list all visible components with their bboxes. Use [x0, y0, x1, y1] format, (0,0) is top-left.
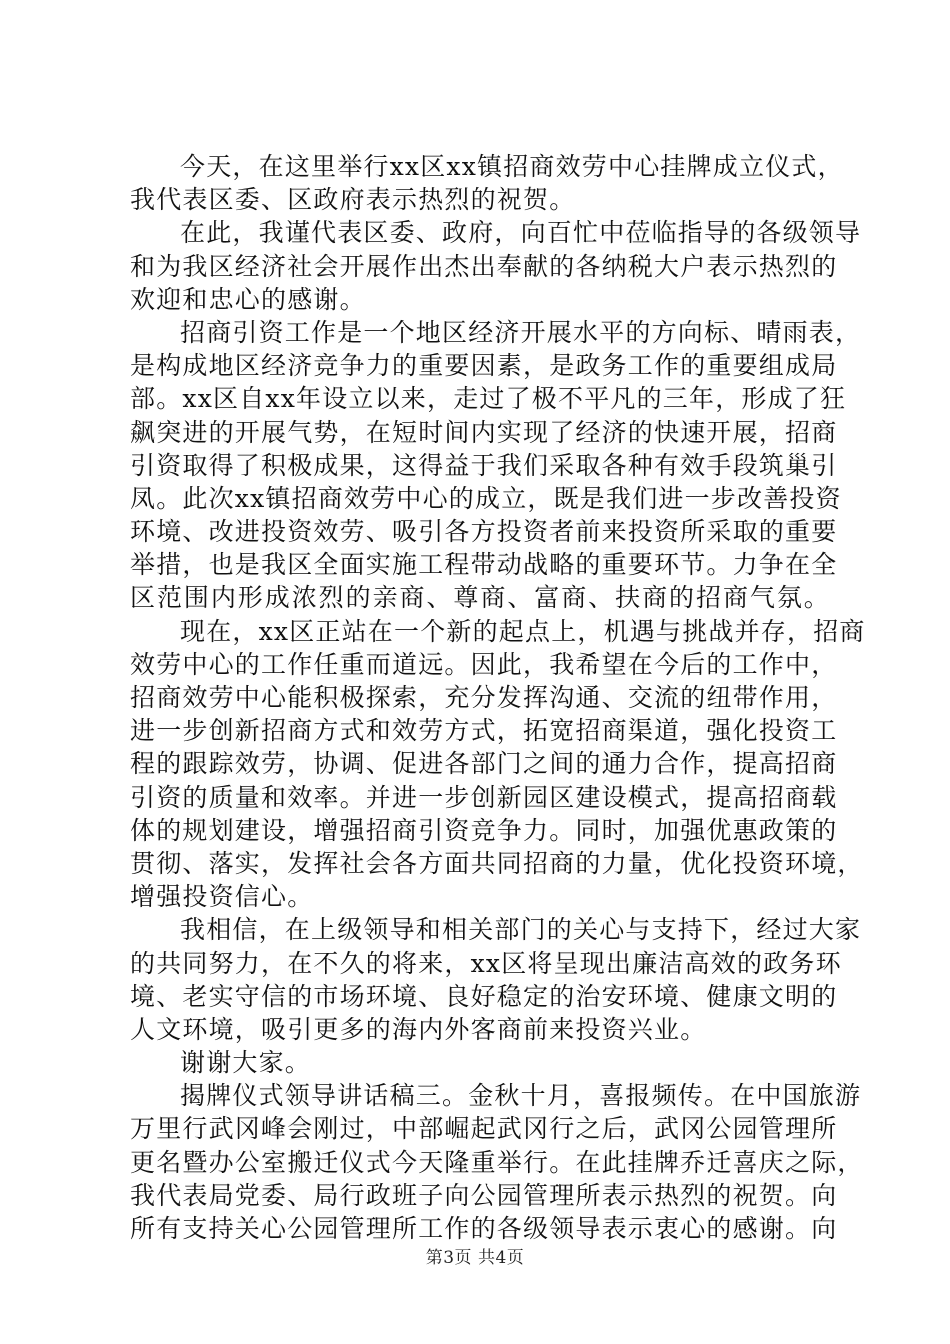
- text-line: 我相信，在上级领导和相关部门的关心与支持下，经过大家: [180, 915, 862, 945]
- text-line: 和为我区经济社会开展作出杰出奉献的各纳税大户表示热烈的: [130, 251, 838, 281]
- text-line: 招商效劳中心能积极探索，充分发挥沟通、交流的纽带作用，: [130, 683, 838, 712]
- text-line: 凤。此次xx镇招商效劳中心的成立，既是我们进一步改善投资: [130, 483, 842, 513]
- text-line: 谢谢大家。: [180, 1048, 312, 1078]
- text-line: 境、老实守信的市场环境、良好稳定的治安环境、健康文明的: [130, 981, 838, 1011]
- text-line: 揭牌仪式领导讲话稿三。金秋十月，喜报频传。在中国旅游: [180, 1081, 862, 1111]
- text-line: 更名暨办公室搬迁仪式今天隆重举行。在此挂牌乔迁喜庆之际，: [130, 1147, 864, 1177]
- text-line: 今天，在这里举行xx区xx镇招商效劳中心挂牌成立仪式，: [180, 152, 844, 181]
- page-number: 第3页 共4页: [425, 1248, 525, 1268]
- text-line: 效劳中心的工作任重而道远。因此，我希望在今后的工作中，: [130, 649, 838, 679]
- text-line: 招商引资工作是一个地区经济开展水平的方向标、晴雨表，: [180, 317, 862, 347]
- text-line: 程的跟踪效劳，协调、促进各部门之间的通力合作，提高招商: [130, 749, 838, 779]
- text-line: 所有支持关心公园管理所工作的各级领导表示衷心的感谢。向: [130, 1214, 838, 1243]
- text-line: 贯彻、落实，发挥社会各方面共同招商的力量，优化投资环境，: [130, 848, 864, 878]
- text-line: 引资取得了积极成果，这得益于我们采取各种有效手段筑巢引: [130, 450, 838, 480]
- text-line: 增强投资信心。: [130, 882, 314, 912]
- text-line: 欢迎和忠心的感谢。: [130, 284, 366, 314]
- text-line: 现在，xx区正站在一个新的起点上，机遇与挑战并存，招商: [180, 616, 866, 646]
- document-body: [130, 150, 866, 1245]
- text-line: 的共同努力，在不久的将来，xx区将呈现出廉洁高效的政务环: [130, 948, 842, 978]
- text-line: 进一步创新招商方式和效劳方式，拓宽招商渠道，强化投资工: [130, 716, 838, 746]
- text-line: 引资的质量和效率。并进一步创新园区建设模式，提高招商载: [130, 782, 838, 812]
- page-footer: [0, 1243, 950, 1268]
- text-line: 体的规划建设，增强招商引资竞争力。同时，加强优惠政策的: [130, 815, 838, 845]
- text-line: 万里行武冈峰会刚过，中部崛起武冈行之后，武冈公园管理所: [130, 1114, 838, 1144]
- text-line: 区范围内形成浓烈的亲商、尊商、富商、扶商的招商气氛。: [130, 583, 830, 613]
- text-line: 在此，我谨代表区委、政府，向百忙中莅临指导的各级领导: [180, 218, 862, 248]
- text-line: 飙突进的开展气势，在短时间内实现了经济的快速开展，招商: [130, 417, 838, 447]
- text-line: 举措，也是我区全面实施工程带动战略的重要环节。力争在全: [130, 550, 838, 580]
- text-line: 部。xx区自xx年设立以来，走过了极不平凡的三年，形成了狂: [130, 384, 847, 414]
- text-line: 我代表局党委、局行政班子向公园管理所表示热烈的祝贺。向: [130, 1180, 838, 1210]
- text-line: 人文环境，吸引更多的海内外客商前来投资兴业。: [130, 1014, 707, 1044]
- text-line: 是构成地区经济竞争力的重要因素，是政务工作的重要组成局: [130, 351, 838, 381]
- text-line: 我代表区委、区政府表示热烈的祝贺。: [130, 185, 576, 215]
- text-line: 环境、改进投资效劳、吸引各方投资者前来投资所采取的重要: [130, 517, 838, 547]
